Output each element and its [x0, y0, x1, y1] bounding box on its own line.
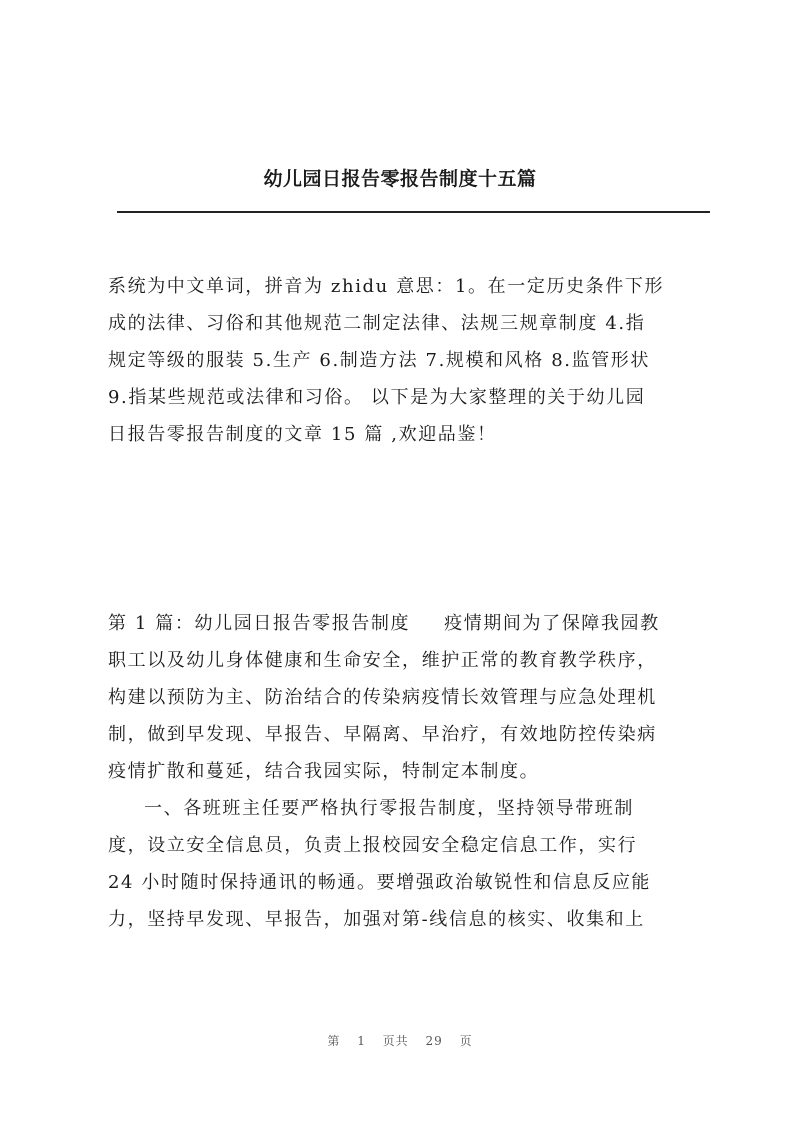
intro-line: 日报告零报告制度的文章 15 篇 ,欢迎品鉴！	[108, 424, 497, 445]
section-1-heading: 第 1 篇：幼儿园日报告零报告制度	[108, 613, 411, 634]
section-1-first-line-text: 疫情期间为了保障我园教	[444, 613, 660, 634]
document-title: 幼儿园日报告零报告制度十五篇	[263, 168, 537, 190]
title-divider	[117, 211, 710, 213]
body-line: 24 小时随时保持通讯的畅通。要增强政治敏锐性和信息反应能	[108, 872, 652, 893]
intro-line: 系统为中文单词，拼音为 zhidu 意思：1。在一定历史条件下形	[108, 276, 665, 297]
intro-line: 9.指某些规范或法律和习俗。 以下是为大家整理的关于幼儿园	[108, 387, 646, 408]
intro-line: 成的法律、习俗和其他规范二制定法律、法规三规章制度 4.指	[108, 313, 646, 334]
intro-paragraph	[108, 268, 700, 453]
footer-prefix: 第	[327, 1034, 341, 1048]
body-line: 职工以及幼儿身体健康和生命安全，维护正常的教育教学秩序，	[108, 650, 657, 671]
body-line: 力，坚持早发现、早报告，加强对第-线信息的核实、收集和上	[108, 909, 645, 930]
section-1	[108, 605, 708, 938]
intro-line: 规定等级的服装 5.生产 6.制造方法 7.规模和风格 8.监管形状	[108, 350, 650, 371]
section-1-paragraph-1	[108, 605, 708, 642]
footer-mid: 页共	[382, 1034, 409, 1048]
page-footer	[0, 1032, 800, 1049]
body-line: 制，做到早发现、早报告、早隔离、早治疗，有效地防控传染病	[108, 724, 657, 745]
body-line: 度，设立安全信息员，负责上报校园安全稳定信息工作，实行	[108, 835, 638, 856]
body-line: 一、各班班主任要严格执行零报告制度，坚持领导带班制	[144, 798, 634, 819]
body-line: 构建以预防为主、防治结合的传染病疫情长效管理与应急处理机	[108, 687, 657, 708]
body-line: 疫情扩散和蔓延，结合我园实际，特制定本制度。	[108, 761, 540, 782]
current-page-number: 1	[357, 1034, 366, 1048]
total-page-count: 29	[425, 1034, 443, 1048]
footer-suffix: 页	[459, 1034, 473, 1048]
